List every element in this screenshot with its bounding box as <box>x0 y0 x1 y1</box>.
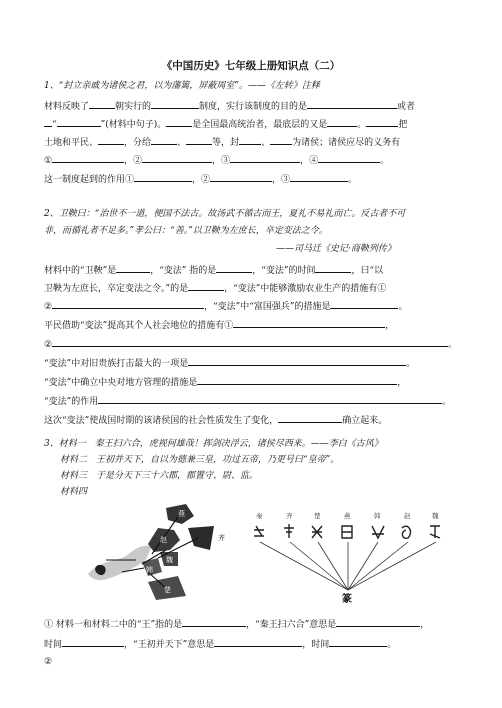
blank[interactable] <box>134 171 192 182</box>
blank[interactable] <box>270 134 292 145</box>
blank[interactable] <box>330 298 398 309</box>
map-label: 燕 <box>178 510 185 518</box>
blank[interactable] <box>233 317 385 328</box>
q2-line-8: “变法”的作用 。 <box>44 393 464 409</box>
state-name: 燕 <box>344 512 351 520</box>
glyph-mark <box>402 526 410 538</box>
q2-quote-2: 非，而循礼者不足多。”孝公曰：“善。”以卫鞅为左庶长，卒定变法之令。 <box>44 226 328 236</box>
q1-line-2: “ ”(材料中句子)。 是全国最高统治者，最底层的又是 。 把 <box>44 116 464 132</box>
q3-answer-3: ② <box>44 657 53 667</box>
q2-source: ——司马迁《史记·商鞅列传》 <box>276 244 396 254</box>
blank[interactable] <box>151 98 199 109</box>
blank[interactable] <box>366 116 398 127</box>
blank[interactable] <box>307 98 397 109</box>
q3-material-2: 材料二 王初并天下，自以为德兼三皇，功过五帝，乃更号曰“皇帝”。 <box>60 455 340 465</box>
state-name: 秦 <box>256 512 263 520</box>
convergence-lines <box>260 542 436 590</box>
q3-answer-1: ① 材料一和材料二中的“王”指的是 ，“秦王扫六合”意思是 ， <box>44 616 464 632</box>
state-name: 韩 <box>374 512 381 520</box>
blank[interactable] <box>214 636 302 647</box>
page-title: 《中国历史》七年级上册知识点（二） <box>161 60 341 72</box>
blank[interactable] <box>188 355 406 366</box>
q2-line-2: 卫鞅为左庶长，卒定变法之令。”的是 ，“变法”中能够激励农业生产的措施有① <box>44 280 464 296</box>
blank[interactable] <box>197 374 397 385</box>
glyph-mark <box>372 526 384 538</box>
blank[interactable] <box>116 262 150 273</box>
blank[interactable] <box>62 636 124 647</box>
q1-line-5: 这一制度起到的作用① ，② ，③ 。 <box>44 171 464 187</box>
q1-quote: 1、“封立亲戚为诸侯之君，以为藩篱，屏蔽周室”。——《左转》注释 <box>44 81 320 91</box>
map-label: 赵 <box>160 536 167 544</box>
state-name: 楚 <box>314 512 321 520</box>
blank[interactable] <box>318 152 380 163</box>
q3-material-3: 材料三 于是分天下三十六郡，郡置守、尉、监。 <box>60 471 259 481</box>
map-label: 齐 <box>218 534 225 542</box>
blank[interactable] <box>182 616 246 627</box>
blank[interactable] <box>329 636 387 647</box>
blank[interactable] <box>151 134 177 145</box>
blank[interactable] <box>52 298 204 309</box>
q2-line-6: “变法”中对旧贵族打击最大的一项是 。 <box>44 355 464 371</box>
blank[interactable] <box>166 116 192 127</box>
q2-line-9: 这次“变法”使战国时期的该诸侯国的社会性质发生了变化， 确立起来。 <box>44 412 464 428</box>
q2-quote-1: 2、卫鞅曰：“治世不一道，便国不法古。故汤武不循古而王，夏礼不易礼而亡。反古者不可 <box>44 209 406 219</box>
map-label: 魏 <box>166 556 173 564</box>
map-label: 韩 <box>146 566 153 574</box>
blank[interactable] <box>327 116 357 127</box>
q3-material-4: 材料四 <box>60 487 88 497</box>
blank[interactable] <box>188 280 224 291</box>
qin-unification-map <box>82 500 232 608</box>
blank[interactable] <box>239 134 261 145</box>
q1-line-1: 材料反映了 朝实行的 制度，实行该制度的目的是 或者 <box>44 98 464 114</box>
blank[interactable] <box>278 412 342 423</box>
blank[interactable] <box>216 262 252 273</box>
glyph-mark <box>312 526 322 538</box>
q3-material-1: 3、材料一 秦王扫六合，虎视何雄哉！挥剑决浮云，诸侯尽西来。——李白《古风》 <box>44 439 383 449</box>
q2-line-7: “变法”中确立中央对地方管理的措施是 ， <box>44 374 464 390</box>
blank[interactable] <box>44 116 52 127</box>
q2-line-5: ② 。 <box>44 336 464 352</box>
blank[interactable] <box>52 152 124 163</box>
blank[interactable] <box>290 171 348 182</box>
script-unification-diagram <box>252 510 452 606</box>
blank[interactable] <box>98 393 442 404</box>
blank[interactable] <box>230 152 300 163</box>
q2-line-1: 材料中的“卫鞅”是 ，“变法” 指的是 ，“变法”的时间 ，曰“以 <box>44 262 464 278</box>
blank[interactable] <box>57 116 101 127</box>
q1-line-3: 土地和平民、 ，分给 、 等，封 、 为诸侯；诸侯应尽的义务有 <box>44 134 464 150</box>
glyph-mark <box>284 524 294 538</box>
blank[interactable] <box>142 152 212 163</box>
glyph-mark <box>430 526 440 538</box>
blank[interactable] <box>315 262 351 273</box>
state-name: 齐 <box>286 512 293 520</box>
blank[interactable] <box>186 134 212 145</box>
q2-line-4: 平民借助“变法”提高其个人社会地位的措施有① ， <box>44 317 464 333</box>
ancient-script-glyphs <box>254 524 440 538</box>
blank[interactable] <box>98 134 124 145</box>
blank[interactable] <box>89 98 115 109</box>
unified-script-glyph: 篆 <box>342 594 352 605</box>
blank[interactable] <box>210 171 272 182</box>
blank[interactable] <box>52 336 448 347</box>
map-label: 楚 <box>164 586 171 594</box>
blank[interactable] <box>336 616 420 627</box>
state-name: 魏 <box>432 512 439 520</box>
state-name: 赵 <box>404 512 411 520</box>
glyph-mark <box>254 526 264 536</box>
q1-line-4: ① ，② ，③ ，④ 。 <box>44 152 464 168</box>
glyph-mark <box>342 526 352 538</box>
q2-line-3: ② ，“变法”中“富国强兵”的措施是 。 <box>44 298 464 314</box>
q3-answer-2: 时间 ，“王初并天下”意思是 ，时间 。 <box>44 636 464 652</box>
